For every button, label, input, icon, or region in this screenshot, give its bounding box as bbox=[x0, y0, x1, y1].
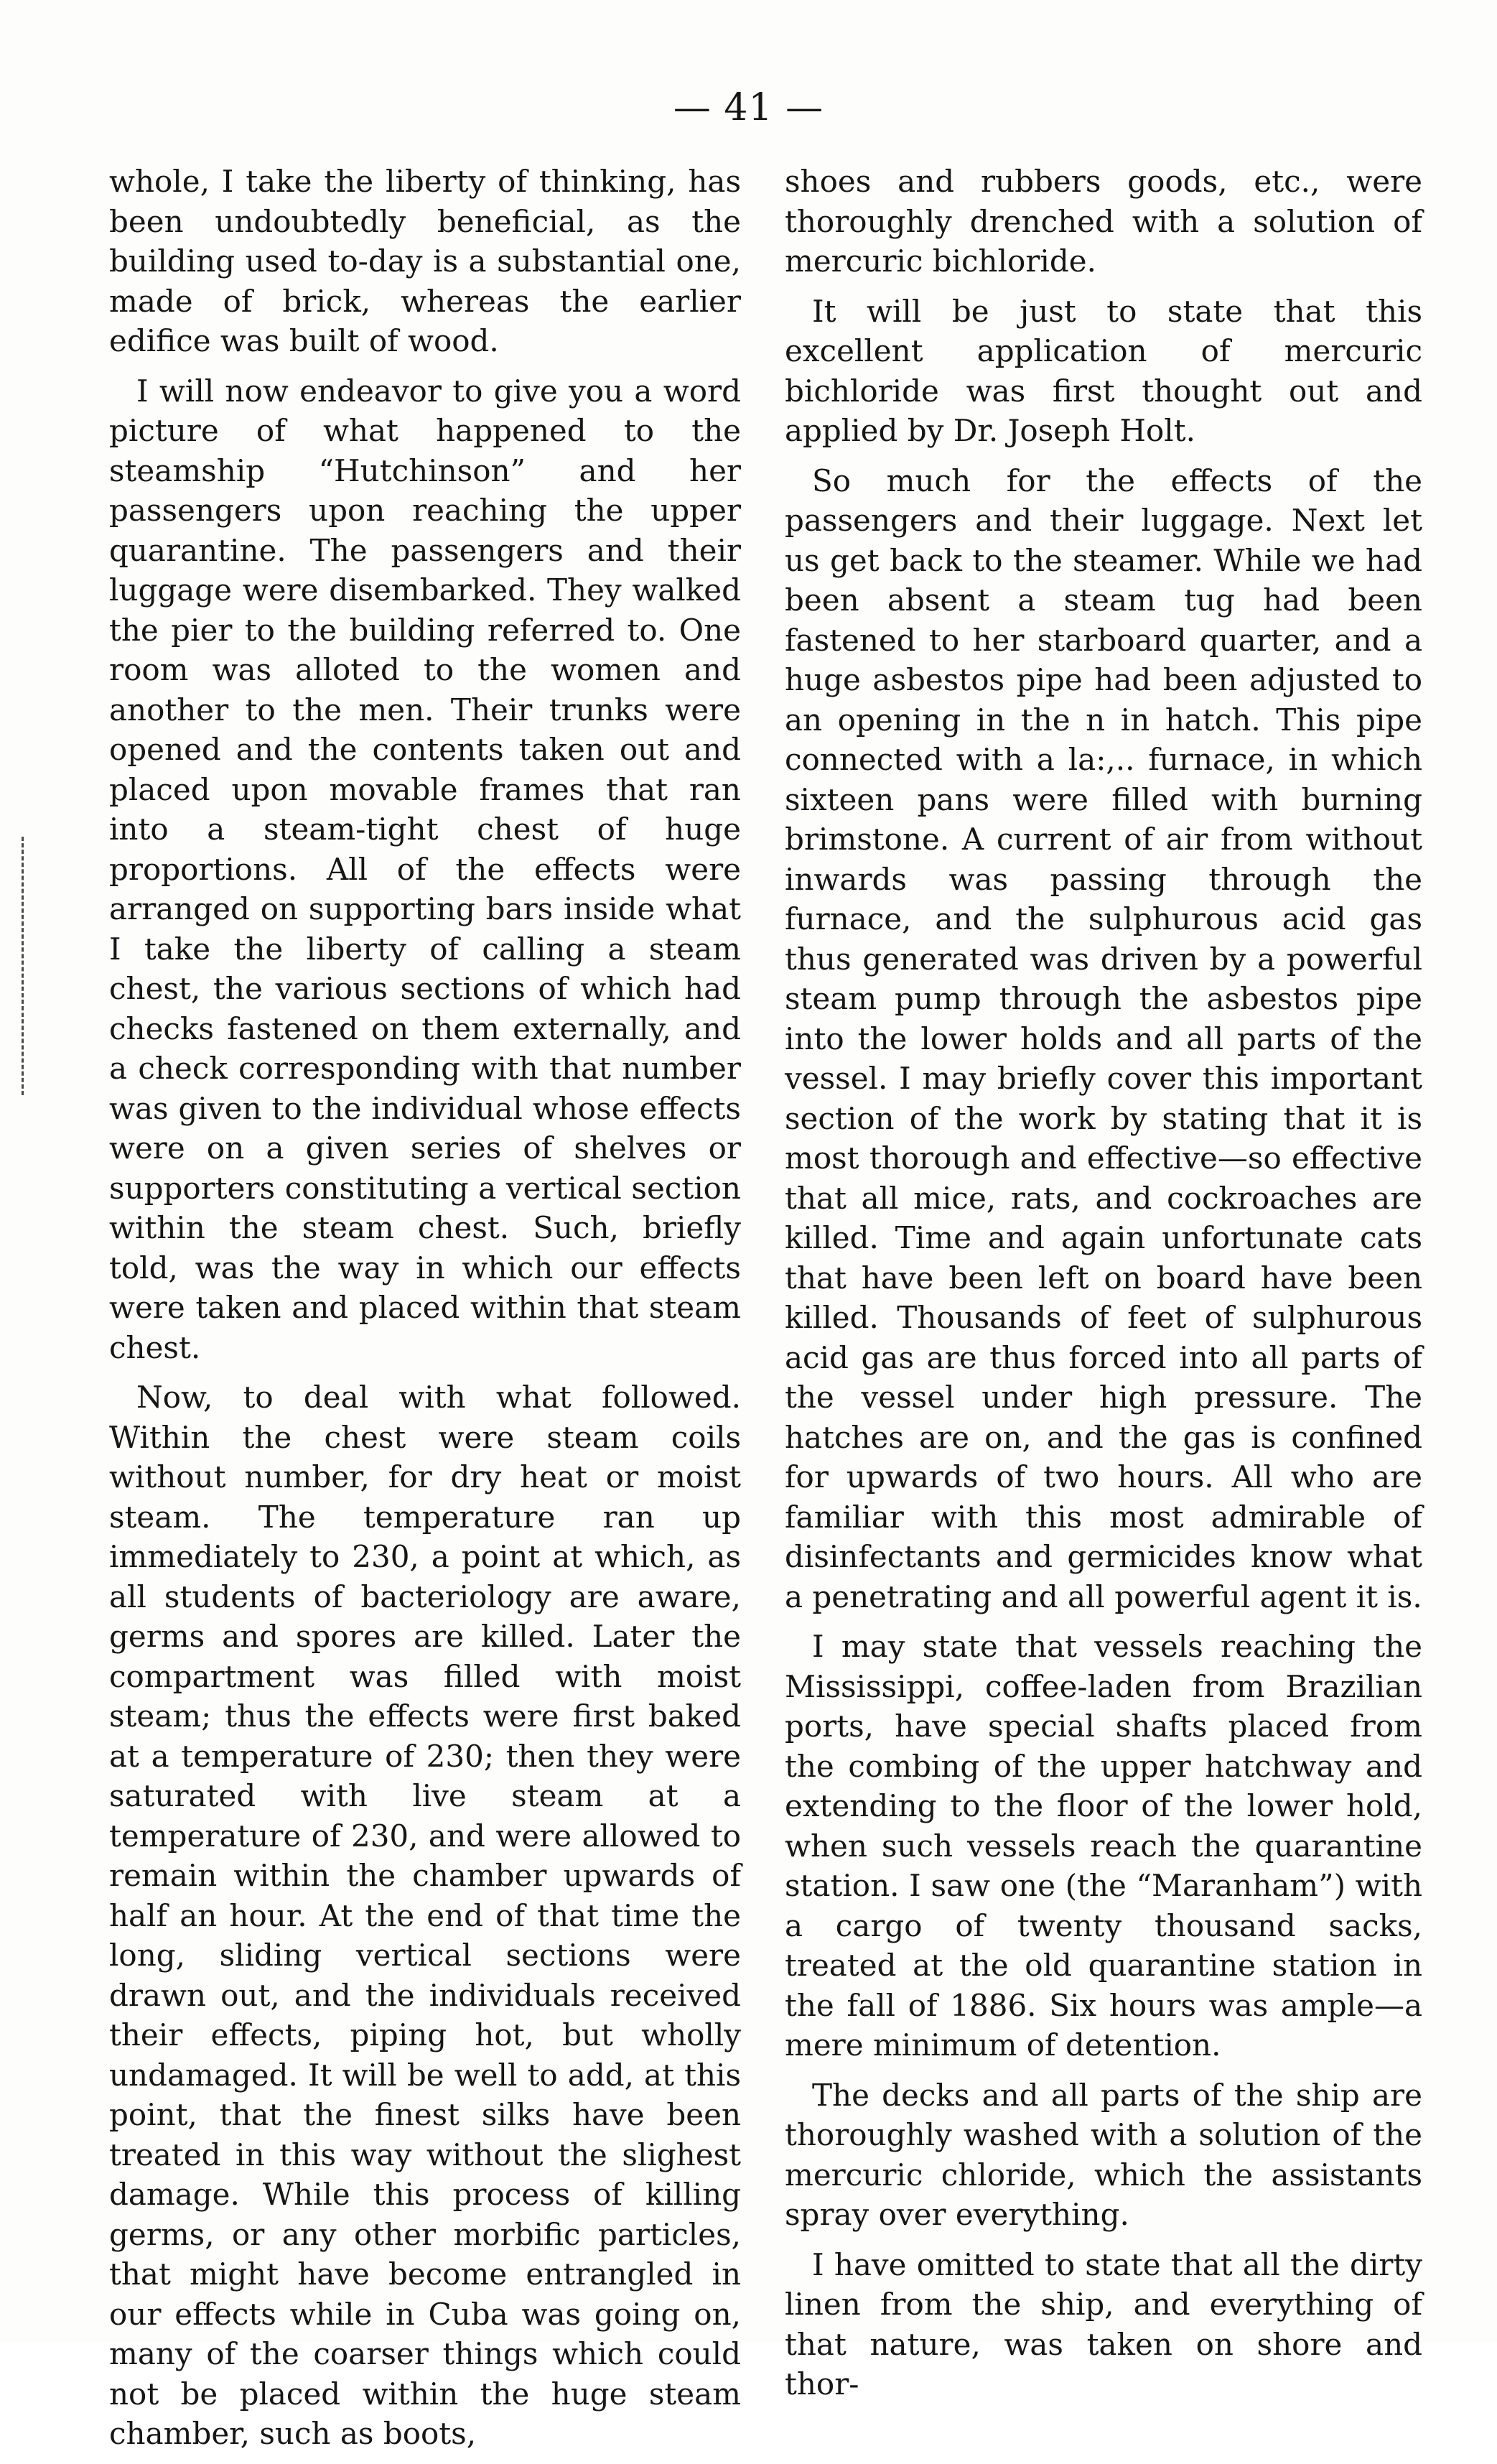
paragraph: So much for the effects of the passengers and their luggage. Next let us get back to the steamer. While we had been absent a steam tug had been fastened to her starboard quarter, and a huge asbestos pipe had been adjusted to an opening in the n in hatch. This pipe connected with a la:,.. furnace, in which sixteen pans were filled with burning brimstone. A current of air from without inwards was passing through the furnace, and the sulphurous acid gas thus generated was driven by a powerful steam pump through the asbestos pipe into the lower holds and all parts of the vessel. I may briefly cover this important section of the work by stating that it is most thorough and effective—so effective that all mice, rats, and cockroaches are killed. Time and again unfortunate cats that have been left on board have been killed. Thousands of feet of sulphurous acid gas are thus forced into all parts of the vessel under high pressure. The hatches are on, and the gas is confined for upwards of two hours. All who are familiar with this most admirable of disinfectants and germicides know what a penetrating and all powerful agent it is. bbox=[785, 462, 1422, 1614]
paragraph: It will be just to state that this excellent application of mercuric bichloride was first thought out and applied by Dr. Joseph Holt. bbox=[785, 293, 1422, 448]
margin-mark bbox=[22, 837, 27, 1095]
paragraph: I may state that vessels reaching the Mississippi, coffee-laden from Brazilian ports, have special shafts placed from the combing of the upper hatchway and extending to the floor of the lower hold, when such vessels reach the quarantine station. I saw one (the “Maranham”) with a cargo of twenty thousand sacks, treated at the old quarantine station in the fall of 1886. Six hours was ample—a mere minimum of detention. bbox=[785, 1629, 1422, 2063]
page-number: — 41 — bbox=[673, 86, 824, 129]
paragraph: whole, I take the liberty of thinking, has been undoubtedly beneficial, as the building used to-day is a substantial one, made of brick, whereas the earlier edifice was built of wood. bbox=[109, 164, 741, 358]
paragraph: The decks and all parts of the ship are thoroughly washed with a solution of the mercuric chloride, which the assistants spray over everything. bbox=[785, 2077, 1422, 2232]
paragraph: I will now endeavor to give you a word picture of what happened to the steamship “Hutchinson” and her passengers upon reaching the upper quarantine. The passengers and their luggage were disembarked. They walked the pier to the building referred to. One room was alloted to the women and another to the men. Their trunks were opened and the contents taken out and placed upon movable frames that ran into a steam-tight chest of huge proportions. All of the effects were arranged on supporting bars inside what I take the liberty of calling a steam chest, the various sections of which had checks fastened on them externally, and a check corresponding with that number was given to the individual whose effects were on a given series of shelves or supporters constituting a vertical section within the steam chest. Such, briefly told, was the way in which our effects were taken and placed within that steam chest. bbox=[109, 373, 741, 1365]
paragraph: I have omitted to state that all the dirty linen from the ship, and everything of that nature, was taken on shore and thor- bbox=[785, 2246, 1422, 2402]
paragraph: Now, to deal with what followed. Within the chest were steam coils without number, for dry heat or moist steam. The temperature ran up immediately to 230, a point at which, as all students of bacteriology are aware, germs and spores are killed. Later the compartment was filled with moist steam; thus the effects were first baked at a temperature of 230; then they were saturated with live steam at a temperature of 230, and were allowed to remain within the chamber upwards of half an hour. At the end of that time the long, sliding vertical sections were drawn out, and the individuals received their effects, piping hot, but wholly undamaged. It will be well to add, at this point, that the finest silks have been treated in this way without the slighest damage. While this process of killing germs, or any other morbific particles, that might have become entrangled in our effects while in Cuba was going on, many of the coarser things which could not be placed within the huge steam chamber, such as boots, bbox=[109, 1380, 741, 2451]
left-column bbox=[109, 162, 741, 2464]
right-column bbox=[785, 162, 1422, 2414]
paragraph: shoes and rubbers goods, etc., were thoroughly drenched with a solution of mercuric bichloride. bbox=[785, 164, 1422, 279]
